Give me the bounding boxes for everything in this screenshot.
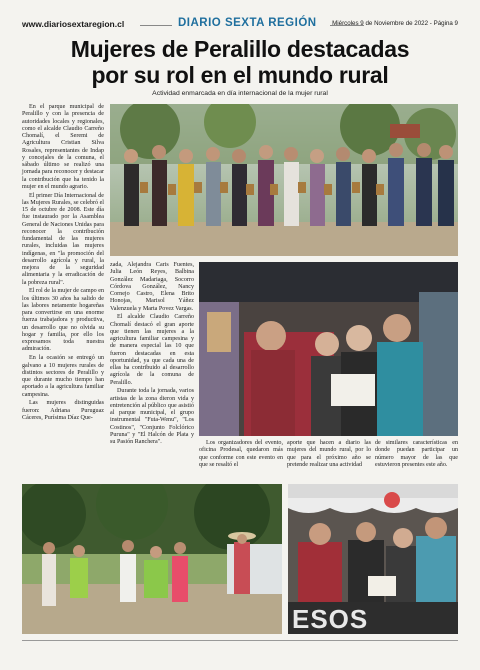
paragraph: El primer Día Internacional de las Mujeres Rurales, se celebró el 15 de octubre de 2008. Este día fue instaurado por la Asamblea General de Naciones Unidas para reconocer la contribución fundamental de las mujeres rurales, incluidas las mujeres indígenas, en "la promoción del desarrollo agrícola y rural, la mejora de la seguridad alimentaria y la erradicación de la pobreza rural". bbox=[22, 192, 104, 286]
article-column-4 bbox=[287, 440, 371, 480]
page-header bbox=[22, 18, 458, 32]
article-headline bbox=[22, 36, 458, 88]
dance-photo bbox=[22, 484, 282, 634]
article-column-1 bbox=[22, 104, 104, 476]
stall-photo bbox=[288, 484, 458, 634]
paragraph: En el parque municipal de Peralillo y con la presencia de autoridades locales y regionales, como el alcalde Claudio Carreño Chomalí, el Seremi de Agricultura Cristian Silva Rosales, representantes de Indap y concejales de la comuna, el sábado último se realizó una jornada para reconocer y destacar la contribución que ha tenido la mujer en el mundo agrario. bbox=[22, 104, 104, 190]
paragraph: Los organizadores del evento, oficina Prodesal, quedaron más que conforme con este evento en que se resaltó el bbox=[199, 440, 283, 468]
paragraph: zada, Alejandra Caris Fuentes, Julia León Reyes, Balbina González Madariaga, Socorro Córdova González, Nancy Cornejo Castro, Elena Brito Honojas, Marisol Yáñez Valenzuela y Marta Povez Vargas. bbox=[110, 262, 194, 312]
paragraph: El alcalde Claudio Carreño Chomalí destacó el gran aporte que tienen las mujeres a la agricultura familiar campesina y de manera especial las 10 que fueron destacadas en esta oportunidad, ya que cada una de ellas ha contribuido al desarrollo agrícola de la comuna de Peralillo. bbox=[110, 314, 194, 386]
paragraph: aporte que hacen a diario las mujeres del mundo rural, por lo que para el próximo año se pretende realizar una actividad bbox=[287, 440, 371, 468]
page-date: Miércoles 9 de Noviembre de 2022 - Página 9 bbox=[332, 20, 458, 27]
stall-sign-text: ESOS bbox=[292, 604, 369, 634]
article-column-2 bbox=[110, 262, 194, 476]
paragraph: de similares características en donde puedan participar un número mayor de las que estuvieron presentes este año. bbox=[375, 440, 458, 468]
headline-line-1: Mujeres de Peralillo destacadas bbox=[70, 36, 410, 62]
group-photo bbox=[110, 104, 458, 256]
site-url[interactable]: www.diariosextaregion.cl bbox=[22, 19, 125, 29]
article-column-5 bbox=[375, 440, 458, 480]
paragraph: Las mujeres distinguidas fueron: Adriana Puruguaz Cáceres, Purísima Díaz Que- bbox=[22, 400, 104, 421]
paragraph: El rol de la mujer de campo en los últimos 30 años ha salido de las labores netamente hogareñas para convertirse en una enorme fuerza trabajadora y productiva, un desarrollo que no olvida su hogar y familia, por ello los expresamos toda nuestra admiración. bbox=[22, 288, 104, 353]
header-rule-left bbox=[140, 25, 172, 26]
headline-line-2: por su rol en el mundo rural bbox=[91, 62, 389, 88]
award-photo bbox=[199, 262, 458, 436]
paragraph: Durante toda la jornada, varios artistas de la zona dieron vida y entretención al público que asistió al parque municipal, el grupo instrumental "Futa-Wenu", "Los Costinos", "Conjunto Folclórico Puruna" y "El Halcón de Plata y su Pasión Ranchera". bbox=[110, 388, 194, 446]
article-column-3 bbox=[199, 440, 283, 480]
page-bottom-rule bbox=[22, 640, 458, 641]
paragraph: En la ocasión se entregó un galvano a 10 mujeres rurales de distintos sectores de Peralillo y que durante mucho tiempo han aportado a la agricultura familiar campesina. bbox=[22, 355, 104, 398]
newspaper-title: DIARIO SEXTA REGIÓN bbox=[178, 17, 317, 29]
article-subhead: Actividad enmarcada en día internacional de la mujer rural bbox=[152, 90, 328, 97]
